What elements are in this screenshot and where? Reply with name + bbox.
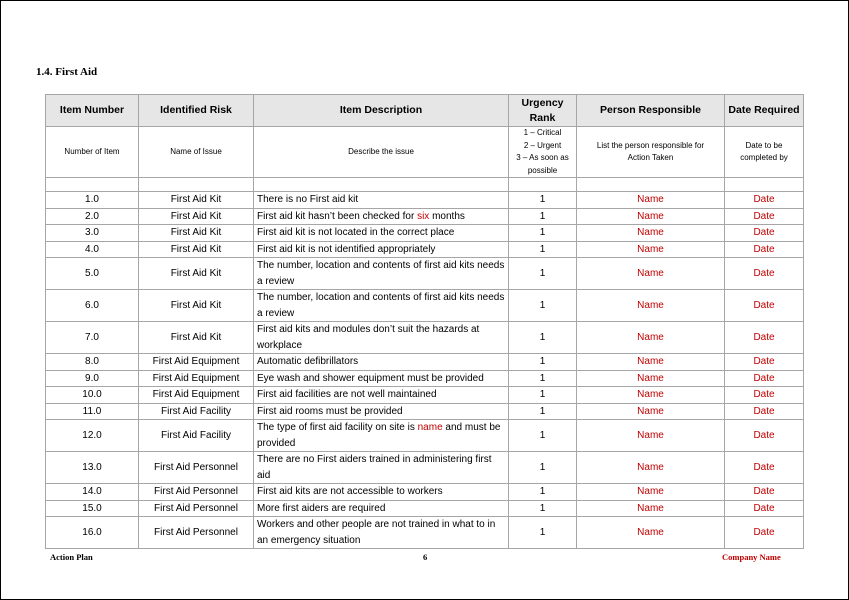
description-text: There is no First aid kit xyxy=(257,194,359,205)
item-number-cell: 4.0 xyxy=(46,241,139,258)
identified-risk-cell: First Aid Equipment xyxy=(139,370,254,387)
item-number-cell: 16.0 xyxy=(46,517,139,549)
date-required-cell: Date xyxy=(725,208,804,225)
person-responsible-cell: Name xyxy=(577,241,725,258)
description-text: First aid kit hasn’t been checked for xyxy=(257,210,418,222)
item-description-cell xyxy=(254,484,509,501)
item-description-cell xyxy=(254,225,509,242)
description-text: The number, location and contents of first aid kits needs a review xyxy=(257,260,505,287)
urgency-rank-cell: 1 xyxy=(509,225,577,242)
description-text: First aid kits and modules don’t suit the hazards at workplace xyxy=(257,324,480,351)
item-description-cell xyxy=(254,208,509,225)
person-responsible-cell: Name xyxy=(577,192,725,209)
identified-risk-cell: First Aid Kit xyxy=(139,208,254,225)
table-row xyxy=(46,452,804,484)
blank-cell xyxy=(725,178,804,192)
blank-cell xyxy=(577,178,725,192)
urgency-rank-cell: 1 xyxy=(509,403,577,420)
table-row xyxy=(46,322,804,354)
person-responsible-cell: Name xyxy=(577,258,725,290)
item-description-cell xyxy=(254,420,509,452)
urgency-rank-cell: 1 xyxy=(509,192,577,209)
sub-date-required: Date to be completed by xyxy=(725,127,804,178)
date-required-cell: Date xyxy=(725,354,804,371)
table-row xyxy=(46,517,804,549)
highlighted-text: name xyxy=(417,422,443,433)
description-text: First aid kits are not accessible to workers xyxy=(257,486,443,497)
description-text: Eye wash and shower equipment must be provided xyxy=(257,372,484,384)
header-item-description: Item Description xyxy=(254,95,509,127)
header-urgency-rank: Urgency Rank xyxy=(509,95,577,127)
description-text: The type of first aid facility on site is xyxy=(257,422,418,433)
identified-risk-cell: First Aid Kit xyxy=(139,290,254,322)
item-number-cell: 10.0 xyxy=(46,387,139,404)
identified-risk-cell: First Aid Kit xyxy=(139,225,254,242)
table-row xyxy=(46,387,804,404)
person-responsible-cell: Name xyxy=(577,387,725,404)
description-text: There are no First aiders trained in administering first aid xyxy=(257,454,492,481)
blank-cell xyxy=(254,178,509,192)
sub-item-number: Number of Item xyxy=(46,127,139,178)
table-row xyxy=(46,484,804,501)
table-row xyxy=(46,241,804,258)
identified-risk-cell: First Aid Kit xyxy=(139,322,254,354)
subheader-row xyxy=(46,127,804,178)
table-row xyxy=(46,420,804,452)
description-text: First aid facilities are not well maintained xyxy=(257,389,437,400)
blank-cell xyxy=(46,178,139,192)
date-required-cell: Date xyxy=(725,403,804,420)
item-description-cell xyxy=(254,517,509,549)
identified-risk-cell: First Aid Personnel xyxy=(139,452,254,484)
section-title: 1.4. First Aid xyxy=(36,66,98,78)
description-text: First aid kit is not identified appropriately xyxy=(257,243,436,255)
identified-risk-cell: First Aid Personnel xyxy=(139,517,254,549)
action-plan-table xyxy=(45,94,804,549)
urgency-rank-cell: 1 xyxy=(509,387,577,404)
description-text: Automatic defibrillators xyxy=(257,356,359,367)
sub-urgency-rank xyxy=(509,127,577,178)
blank-cell xyxy=(139,178,254,192)
table-row xyxy=(46,290,804,322)
sub-person-responsible: List the person responsible for Action Taken xyxy=(577,127,725,178)
person-responsible-cell: Name xyxy=(577,354,725,371)
table-body xyxy=(46,192,804,549)
table-row xyxy=(46,403,804,420)
urgency-rank-cell: 1 xyxy=(509,354,577,371)
date-required-cell: Date xyxy=(725,322,804,354)
header-item-number: Item Number xyxy=(46,95,139,127)
identified-risk-cell: First Aid Facility xyxy=(139,420,254,452)
description-text: and must be provided xyxy=(257,422,501,449)
blank-row xyxy=(46,178,804,192)
urgency-rank-cell: 1 xyxy=(509,258,577,290)
person-responsible-cell: Name xyxy=(577,452,725,484)
description-text: First aid kit is not located in the correct place xyxy=(257,227,455,238)
date-required-cell: Date xyxy=(725,290,804,322)
identified-risk-cell: First Aid Personnel xyxy=(139,500,254,517)
description-text: More first aiders are required xyxy=(257,502,386,514)
urgency-rank-cell: 1 xyxy=(509,452,577,484)
urgency-rank-cell: 1 xyxy=(509,241,577,258)
item-number-cell: 8.0 xyxy=(46,354,139,371)
table-row xyxy=(46,370,804,387)
item-description-cell xyxy=(254,290,509,322)
footer-page-number: 6 xyxy=(423,552,428,562)
person-responsible-cell: Name xyxy=(577,517,725,549)
item-number-cell: 12.0 xyxy=(46,420,139,452)
urgency-rank-cell: 1 xyxy=(509,208,577,225)
identified-risk-cell: First Aid Personnel xyxy=(139,484,254,501)
person-responsible-cell: Name xyxy=(577,500,725,517)
item-number-cell: 1.0 xyxy=(46,192,139,209)
date-required-cell: Date xyxy=(725,452,804,484)
person-responsible-cell: Name xyxy=(577,225,725,242)
urgency-rank-cell: 1 xyxy=(509,370,577,387)
urgency-critical: 1 – Critical xyxy=(523,128,562,137)
item-number-cell: 5.0 xyxy=(46,258,139,290)
identified-risk-cell: First Aid Kit xyxy=(139,241,254,258)
item-number-cell: 15.0 xyxy=(46,500,139,517)
blank-cell xyxy=(509,178,577,192)
urgency-rank-cell: 1 xyxy=(509,290,577,322)
date-required-cell: Date xyxy=(725,241,804,258)
identified-risk-cell: First Aid Facility xyxy=(139,403,254,420)
table-row xyxy=(46,208,804,225)
urgency-rank-cell: 1 xyxy=(509,517,577,549)
date-required-cell: Date xyxy=(725,517,804,549)
item-description-cell xyxy=(254,500,509,517)
item-description-cell xyxy=(254,241,509,258)
item-number-cell: 7.0 xyxy=(46,322,139,354)
identified-risk-cell: First Aid Kit xyxy=(139,192,254,209)
description-text: Workers and other people are not trained in what to in an emergency situation xyxy=(257,519,496,546)
highlighted-text: six xyxy=(417,210,430,222)
item-description-cell xyxy=(254,403,509,420)
item-description-cell xyxy=(254,258,509,290)
date-required-cell: Date xyxy=(725,370,804,387)
item-description-cell xyxy=(254,387,509,404)
item-number-cell: 14.0 xyxy=(46,484,139,501)
item-description-cell xyxy=(254,354,509,371)
item-description-cell xyxy=(254,322,509,354)
item-number-cell: 2.0 xyxy=(46,208,139,225)
date-required-cell: Date xyxy=(725,500,804,517)
date-required-cell: Date xyxy=(725,387,804,404)
item-number-cell: 3.0 xyxy=(46,225,139,242)
header-row xyxy=(46,95,804,127)
date-required-cell: Date xyxy=(725,484,804,501)
item-number-cell: 11.0 xyxy=(46,403,139,420)
urgency-asap: 3 – As soon as possible xyxy=(516,153,569,175)
urgency-rank-cell: 1 xyxy=(509,420,577,452)
item-description-cell xyxy=(254,192,509,209)
urgency-urgent: 2 – Urgent xyxy=(523,140,562,150)
header-date-required: Date Required xyxy=(725,95,804,127)
person-responsible-cell: Name xyxy=(577,370,725,387)
sub-item-description: Describe the issue xyxy=(254,127,509,178)
item-description-cell xyxy=(254,370,509,387)
date-required-cell: Date xyxy=(725,225,804,242)
urgency-rank-cell: 1 xyxy=(509,322,577,354)
date-required-cell: Date xyxy=(725,192,804,209)
urgency-rank-cell: 1 xyxy=(509,500,577,517)
description-text: The number, location and contents of first aid kits needs a review xyxy=(257,292,505,319)
date-required-cell: Date xyxy=(725,258,804,290)
header-identified-risk: Identified Risk xyxy=(139,95,254,127)
footer-company-name: Company Name xyxy=(722,552,781,562)
item-number-cell: 6.0 xyxy=(46,290,139,322)
sub-identified-risk: Name of Issue xyxy=(139,127,254,178)
identified-risk-cell: First Aid Kit xyxy=(139,258,254,290)
item-number-cell: 13.0 xyxy=(46,452,139,484)
footer-document-name: Action Plan xyxy=(50,552,93,562)
date-required-cell: Date xyxy=(725,420,804,452)
person-responsible-cell: Name xyxy=(577,322,725,354)
item-description-cell xyxy=(254,452,509,484)
table-row xyxy=(46,500,804,517)
table-row xyxy=(46,258,804,290)
table-row xyxy=(46,192,804,209)
person-responsible-cell: Name xyxy=(577,403,725,420)
header-person-responsible: Person Responsible xyxy=(577,95,725,127)
description-text: First aid rooms must be provided xyxy=(257,405,403,417)
identified-risk-cell: First Aid Equipment xyxy=(139,387,254,404)
person-responsible-cell: Name xyxy=(577,420,725,452)
person-responsible-cell: Name xyxy=(577,484,725,501)
item-number-cell: 9.0 xyxy=(46,370,139,387)
table-row xyxy=(46,354,804,371)
urgency-rank-cell: 1 xyxy=(509,484,577,501)
description-text: months xyxy=(429,210,465,222)
identified-risk-cell: First Aid Equipment xyxy=(139,354,254,371)
table-row xyxy=(46,225,804,242)
person-responsible-cell: Name xyxy=(577,290,725,322)
person-responsible-cell: Name xyxy=(577,208,725,225)
